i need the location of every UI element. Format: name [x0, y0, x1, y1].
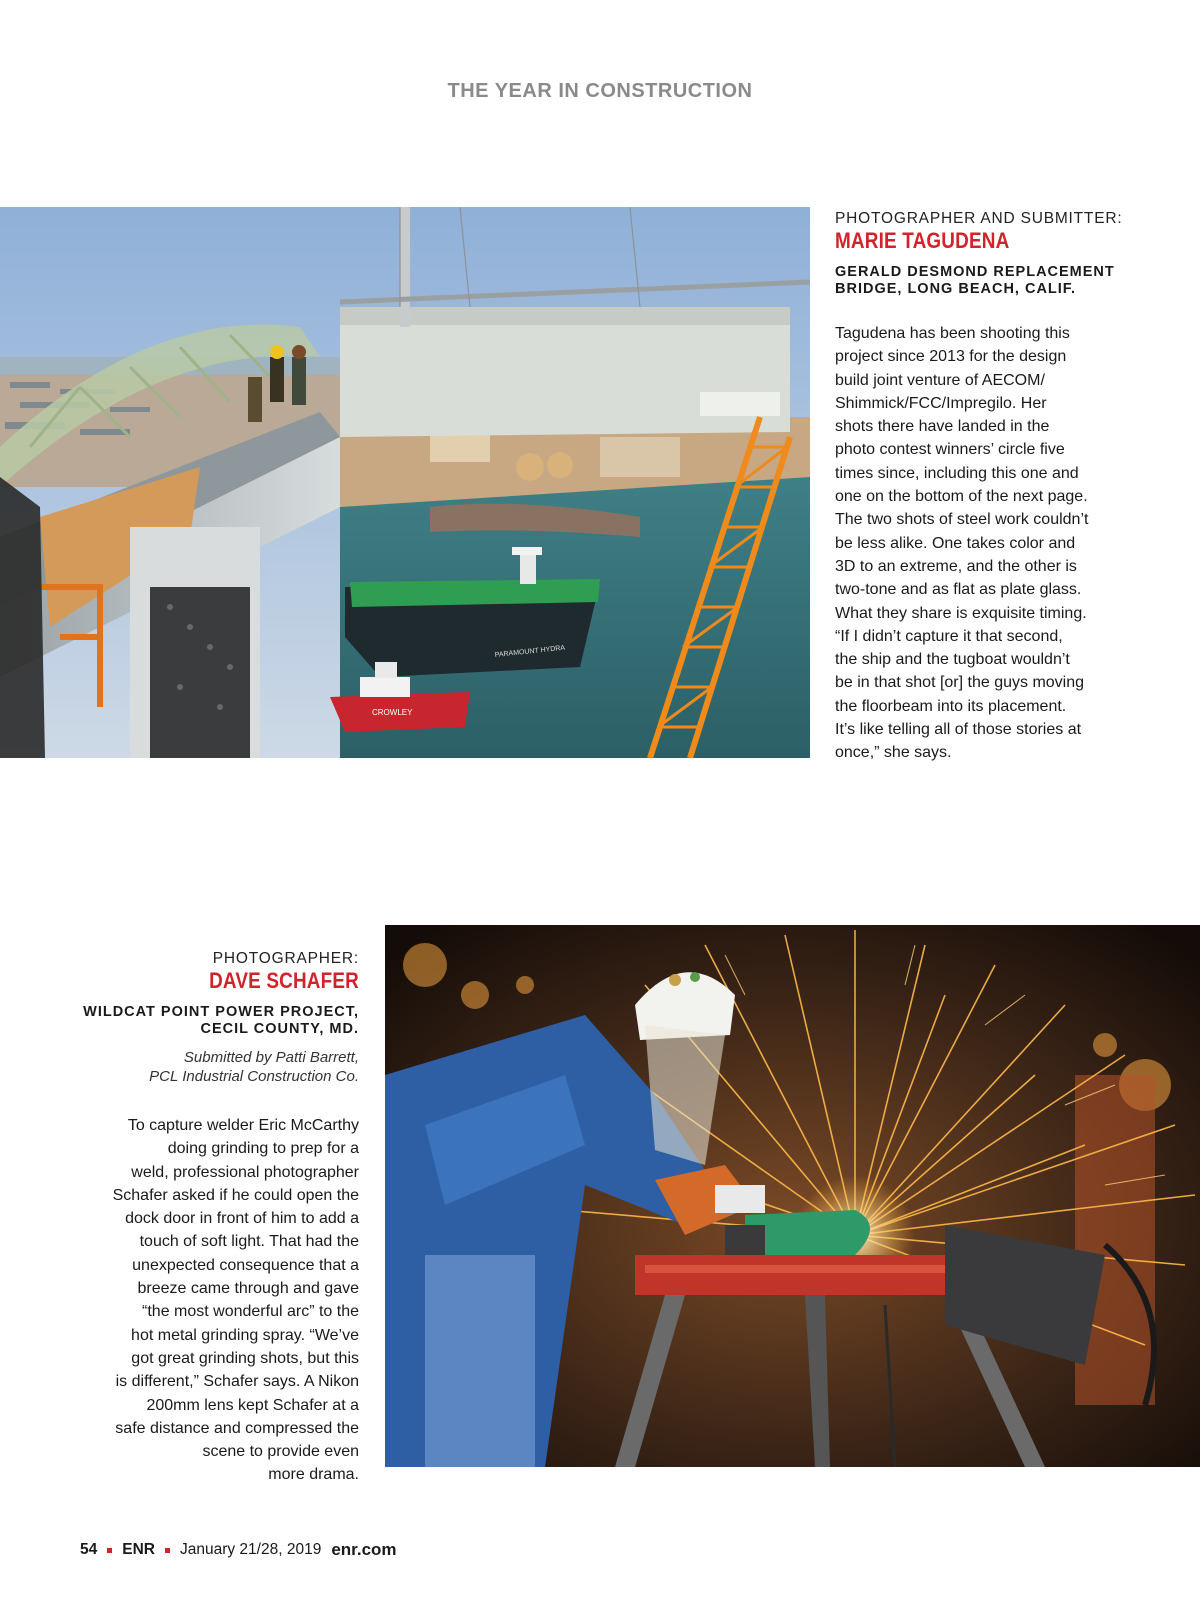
caption-tagudena — [835, 210, 1165, 765]
separator-square-icon — [107, 1548, 112, 1553]
page-footer — [80, 1540, 397, 1560]
website-link[interactable]: enr.com — [331, 1540, 397, 1559]
issue-date: January 21/28, 2019 — [179, 1541, 322, 1558]
ship-name-text: PARAMOUNT HYDRA — [494, 644, 566, 659]
project-title: GERALD DESMOND REPLACEMENT BRIDGE, LONG BEACH, CALIF. — [835, 264, 1115, 297]
caption-body: Tagudena has been shooting this project since 2013 for the design build joint venture of AECOM/ Shimmick/FCC/Impregilo. Her shots there have landed in the photo contest winners’ circle five times since, including this one and one on the bottom of the next page. The two shots of steel work couldn’t be less alike. One takes color and 3D to an extreme, and the other is two-tone and as flat as plate glass. What they share is exquisite timing. “If I didn’t capture it that second, the ship and the tugboat wouldn’t be in that shot [or] the guys moving the floorbeam into its placement. It’s like telling all of those stories at once,” she says. — [835, 325, 1089, 762]
photographer-name: MARIE TAGUDENA — [835, 228, 1010, 253]
caption-schafer — [45, 950, 359, 1487]
magazine-name: ENR — [122, 1541, 155, 1558]
page-number: 54 — [80, 1541, 98, 1558]
submitted-by: Submitted by Patti Barrett, PCL Industrial Construction Co. — [149, 1049, 359, 1085]
photographer-role: PHOTOGRAPHER AND SUBMITTER: — [835, 210, 1123, 227]
welder-grinding-photo — [385, 925, 1200, 1467]
photographer-role: PHOTOGRAPHER: — [212, 950, 359, 967]
project-title: WILDCAT POINT POWER PROJECT, CECIL COUNTY, MD. — [83, 1004, 359, 1037]
section-title: THE YEAR IN CONSTRUCTION — [447, 80, 753, 102]
caption-body: To capture welder Eric McCarthy doing grinding to prep for a weld, professional photographer Schafer asked if he could open the dock door in front of him to add a touch of soft light. That had the unexpected consequence that a breeze came through and gave “the most wonderful arc” to the hot metal grinding spray. “We’ve got great grinding shots, but this is different,” Schafer says. A Nikon 200mm lens kept Schafer at a safe distance and compressed the scene to provide even more drama. — [112, 1117, 359, 1484]
tug-name-text: CROWLEY — [372, 708, 413, 717]
separator-square-icon — [165, 1548, 170, 1553]
photographer-name: DAVE SCHAFER — [209, 968, 359, 993]
bridge-construction-photo — [0, 207, 810, 758]
